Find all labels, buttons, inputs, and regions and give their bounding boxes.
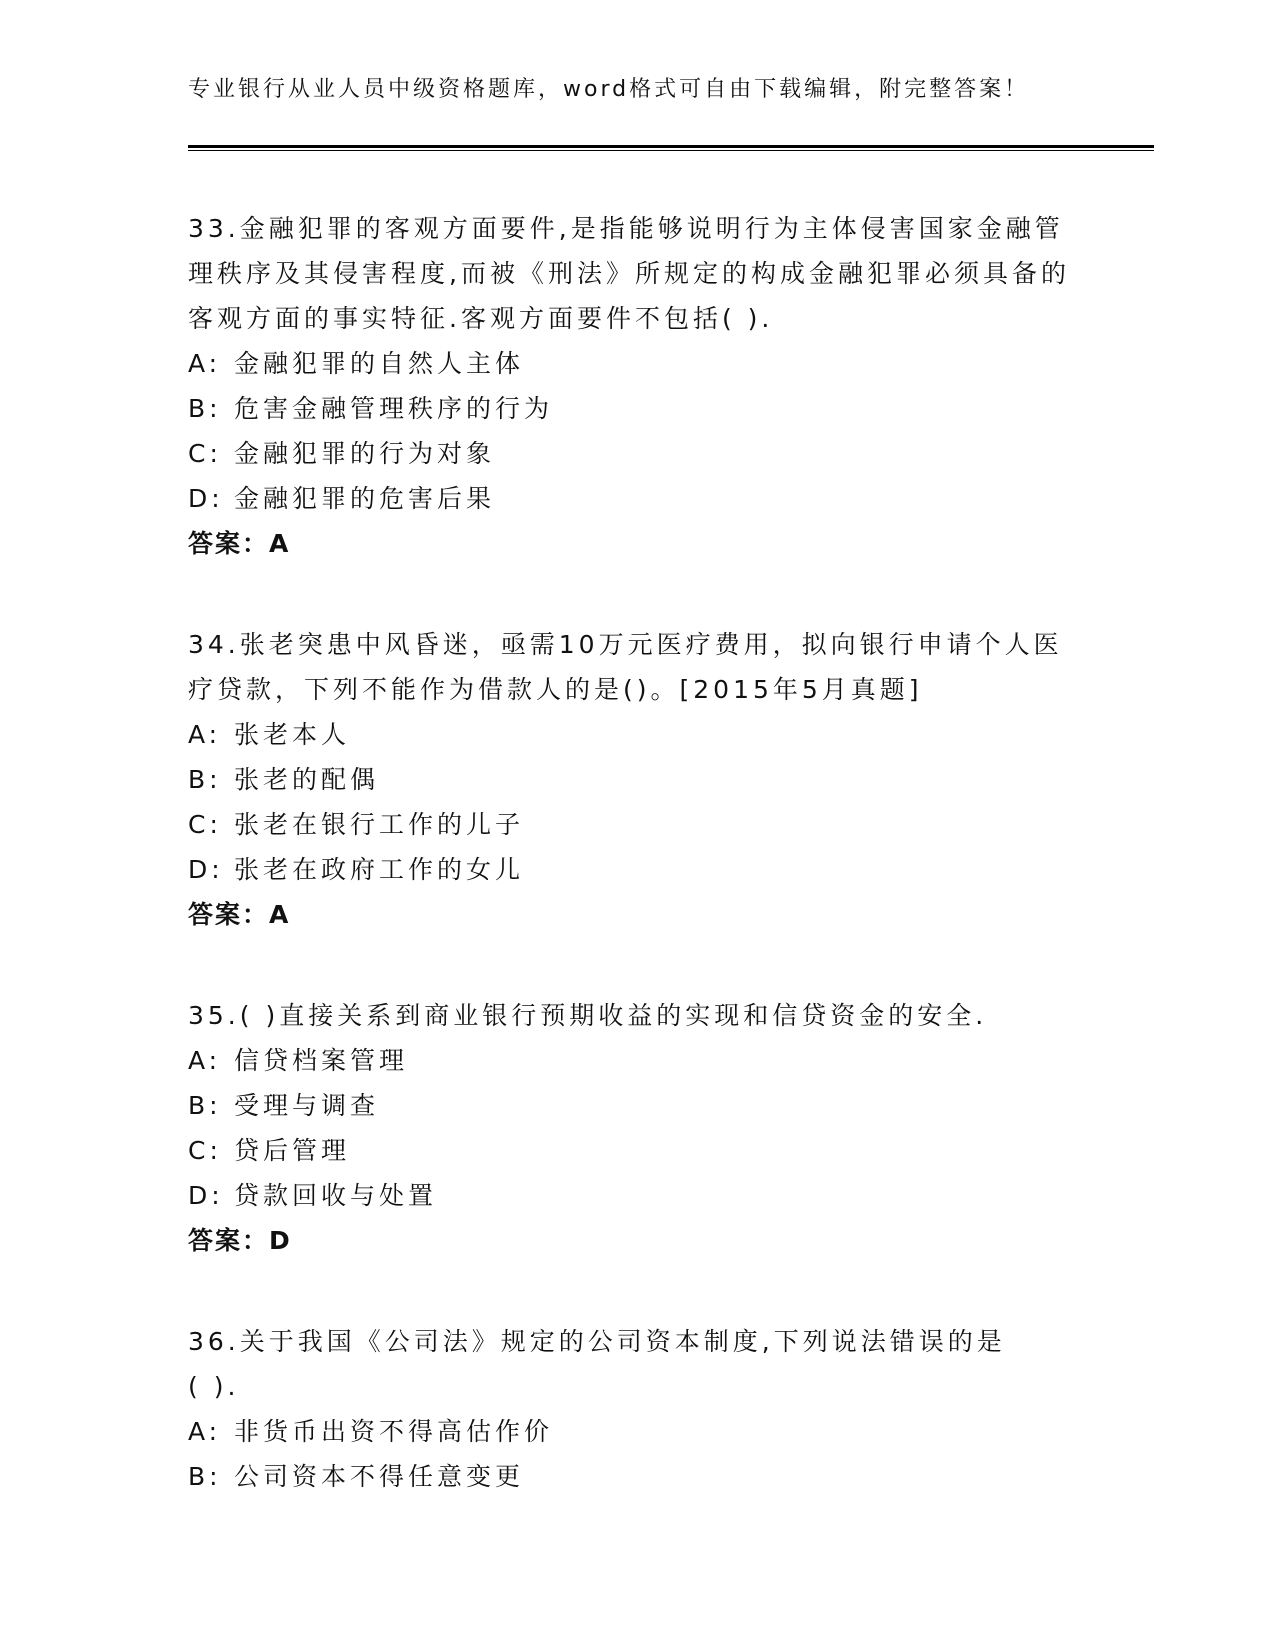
option-text: 非货币出资不得高估作价 bbox=[234, 1417, 554, 1446]
option-text: 公司资本不得任意变更 bbox=[234, 1462, 525, 1491]
question-stem-line: ( ). bbox=[188, 1372, 240, 1401]
question-stem-line: 36.关于我国《公司法》规定的公司资本制度,下列说法错误的是 bbox=[188, 1327, 1006, 1356]
option-c bbox=[188, 1128, 1088, 1173]
option-b bbox=[188, 386, 1088, 431]
option-d bbox=[188, 1173, 1088, 1218]
option-letter: C: bbox=[188, 439, 222, 468]
option-text: 贷后管理 bbox=[234, 1136, 351, 1165]
option-letter: B: bbox=[188, 765, 222, 794]
option-text: 金融犯罪的行为对象 bbox=[234, 439, 496, 468]
option-b bbox=[188, 1454, 1088, 1499]
option-letter: B: bbox=[188, 394, 222, 423]
option-letter: B: bbox=[188, 1462, 222, 1491]
option-letter: C: bbox=[188, 810, 222, 839]
option-b bbox=[188, 757, 1088, 802]
option-text: 受理与调查 bbox=[234, 1091, 380, 1120]
question-list bbox=[188, 206, 1088, 1555]
answer-value: D bbox=[269, 1226, 292, 1255]
option-d bbox=[188, 476, 1088, 521]
option-a bbox=[188, 341, 1088, 386]
option-a bbox=[188, 712, 1088, 757]
option-text: 金融犯罪的危害后果 bbox=[234, 484, 496, 513]
answer-label: 答案： bbox=[188, 900, 270, 929]
answer-line bbox=[188, 892, 1088, 937]
answer-line bbox=[188, 1218, 1088, 1263]
answer-line bbox=[188, 521, 1088, 566]
option-text: 张老本人 bbox=[234, 720, 351, 749]
option-letter: A: bbox=[188, 1046, 222, 1075]
option-text: 危害金融管理秩序的行为 bbox=[234, 394, 554, 423]
option-text: 张老在政府工作的女儿 bbox=[234, 855, 525, 884]
question-35 bbox=[188, 993, 1088, 1263]
header-rule-thin bbox=[188, 150, 1154, 151]
question-stem-line: 33.金融犯罪的客观方面要件,是指能够说明行为主体侵害国家金融管 bbox=[188, 214, 1064, 243]
answer-label: 答案： bbox=[188, 529, 270, 558]
question-stem-line: 理秩序及其侵害程度,而被《刑法》所规定的构成金融犯罪必须具备的 bbox=[188, 259, 1070, 288]
option-text: 信贷档案管理 bbox=[234, 1046, 409, 1075]
option-c bbox=[188, 431, 1088, 476]
option-text: 张老在银行工作的儿子 bbox=[234, 810, 525, 839]
option-text: 金融犯罪的自然人主体 bbox=[234, 349, 525, 378]
question-36 bbox=[188, 1319, 1088, 1499]
option-letter: B: bbox=[188, 1091, 222, 1120]
option-b bbox=[188, 1083, 1088, 1128]
question-stem-line: 客观方面的事实特征.客观方面要件不包括( ). bbox=[188, 304, 774, 333]
option-letter: D: bbox=[188, 484, 224, 513]
option-letter: A: bbox=[188, 720, 222, 749]
question-stem-line: 疗贷款，下列不能作为借款人的是()。[2015年5月真题] bbox=[188, 675, 923, 704]
option-letter: C: bbox=[188, 1136, 222, 1165]
header-rule-thick bbox=[188, 145, 1154, 148]
option-letter: A: bbox=[188, 349, 222, 378]
option-c bbox=[188, 802, 1088, 847]
answer-label: 答案： bbox=[188, 1226, 270, 1255]
answer-value: A bbox=[269, 529, 291, 558]
option-a bbox=[188, 1409, 1088, 1454]
question-stem-line: 35.( )直接关系到商业银行预期收益的实现和信贷资金的安全. bbox=[188, 1001, 988, 1030]
option-letter: D: bbox=[188, 855, 224, 884]
option-a bbox=[188, 1038, 1088, 1083]
page-header: 专业银行从业人员中级资格题库，word格式可自由下载编辑，附完整答案！ bbox=[188, 77, 1030, 102]
answer-value: A bbox=[269, 900, 291, 929]
option-text: 贷款回收与处置 bbox=[234, 1181, 438, 1210]
option-text: 张老的配偶 bbox=[234, 765, 380, 794]
option-letter: D: bbox=[188, 1181, 224, 1210]
question-stem-line: 34.张老突患中风昏迷，亟需10万元医疗费用，拟向银行申请个人医 bbox=[188, 630, 1063, 659]
question-33 bbox=[188, 206, 1088, 566]
option-letter: A: bbox=[188, 1417, 222, 1446]
question-34 bbox=[188, 622, 1088, 937]
option-d bbox=[188, 847, 1088, 892]
